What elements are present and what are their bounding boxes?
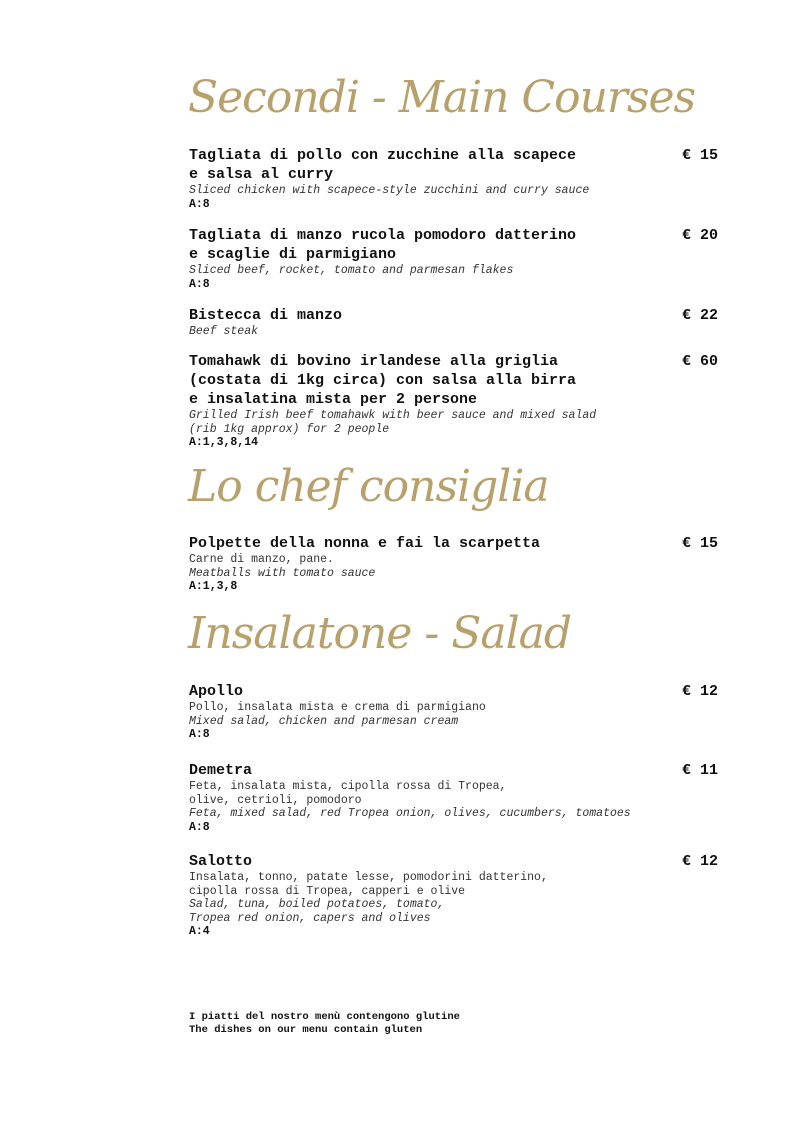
dish-name: Tomahawk di bovino irlandese alla griglia (costata di 1kg circa) con salsa alla birra e insalatina mista per 2 persone bbox=[189, 353, 577, 408]
section-title-insalatone: Insalatone - Salad bbox=[188, 608, 572, 659]
dish-description-en: Sliced chicken with scapece-style zucchini and curry sauce bbox=[189, 184, 590, 197]
dish-name: Polpette della nonna e fai la scarpetta bbox=[189, 535, 541, 552]
dish-description-en: Mixed salad, chicken and parmesan cream bbox=[189, 714, 459, 728]
dish-allergens: A:8 bbox=[189, 197, 210, 211]
dish-price: € 15 bbox=[681, 147, 718, 164]
section-title-chef: Lo chef consiglia bbox=[188, 461, 549, 512]
gluten-notice bbox=[189, 1011, 460, 1036]
menu-item-tagliata-pollo bbox=[189, 146, 718, 211]
dish-name: Bistecca di manzo bbox=[189, 307, 343, 324]
dish-price: € 11 bbox=[681, 762, 718, 779]
dish-description-it: Feta, insalata mista, cipolla rossa di Tropea, olive, cetrioli, pomodoro bbox=[189, 780, 507, 807]
menu-item-apollo bbox=[189, 682, 718, 742]
dish-name: Demetra bbox=[189, 762, 253, 779]
menu-item-demetra bbox=[189, 761, 718, 834]
dish-name: Tagliata di manzo rucola pomodoro datterino e scaglie di parmigiano bbox=[189, 227, 577, 263]
dish-price: € 12 bbox=[681, 853, 718, 870]
dish-allergens: A:4 bbox=[189, 925, 210, 938]
gluten-notice-en: The dishes on our menu contain gluten bbox=[189, 1023, 423, 1036]
section-title-secondi: Secondi - Main Courses bbox=[188, 72, 696, 123]
dish-price: € 22 bbox=[681, 307, 718, 324]
dish-allergens: A:8 bbox=[189, 277, 210, 291]
dish-name: Apollo bbox=[189, 683, 244, 700]
dish-description-en: Beef steak bbox=[189, 325, 259, 338]
dish-description-en: Meatballs with tomato sauce bbox=[189, 566, 376, 580]
dish-price: € 15 bbox=[681, 535, 718, 552]
dish-price: € 12 bbox=[681, 683, 718, 700]
dish-name: Tagliata di pollo con zucchine alla scapece e salsa al curry bbox=[189, 147, 577, 183]
menu-item-tomahawk bbox=[189, 352, 718, 450]
dish-description-en: Feta, mixed salad, red Tropea onion, olives, cucumbers, tomatoes bbox=[189, 807, 631, 820]
dish-name: Salotto bbox=[189, 853, 253, 870]
menu-item-polpette bbox=[189, 534, 718, 594]
dish-description-it: Carne di manzo, pane. bbox=[189, 553, 334, 566]
menu-item-salotto bbox=[189, 852, 718, 939]
dish-price: € 60 bbox=[681, 353, 718, 370]
menu-item-bistecca bbox=[189, 306, 718, 339]
dish-description-en: Grilled Irish beef tomahawk with beer sauce and mixed salad (rib 1kg approx) for 2 people bbox=[189, 409, 597, 436]
dish-description-en: Salad, tuna, boiled potatoes, tomato, Tropea red onion, capers and olives bbox=[189, 898, 445, 925]
dish-allergens: A:8 bbox=[189, 820, 210, 834]
dish-allergens: A:1,3,8 bbox=[189, 580, 238, 593]
dish-description-en: Sliced beef, rocket, tomato and parmesan flakes bbox=[189, 264, 514, 277]
dish-allergens: A:8 bbox=[189, 728, 210, 741]
dish-allergens: A:1,3,8,14 bbox=[189, 436, 259, 449]
dish-description-it: Pollo, insalata mista e crema di parmigiano bbox=[189, 701, 486, 714]
dish-description-it: Insalata, tonno, patate lesse, pomodorini datterino, cipolla rossa di Tropea, capperi e olive bbox=[189, 871, 548, 898]
gluten-notice-it: I piatti del nostro menù contengono glutine bbox=[189, 1011, 460, 1023]
dish-price: € 20 bbox=[681, 227, 718, 244]
menu-item-tagliata-manzo bbox=[189, 226, 718, 291]
